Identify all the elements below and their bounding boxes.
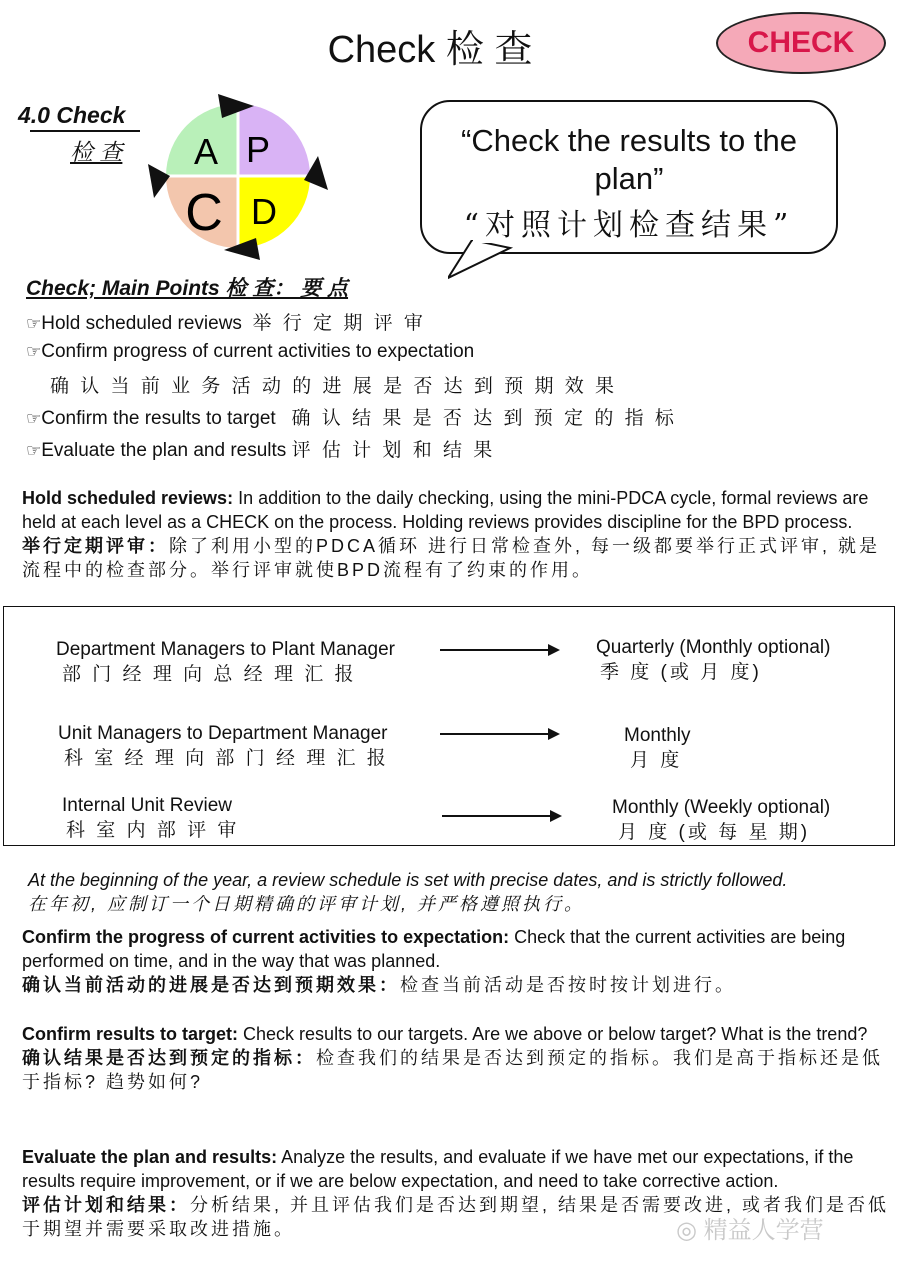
wechat-icon: ◎ <box>676 1217 697 1244</box>
pdca-letter-c: C <box>185 184 223 242</box>
section-title-underline <box>30 130 140 132</box>
pdca-letter-a: A <box>193 131 219 172</box>
section-title: 4.0 Check <box>18 102 126 128</box>
main-points-title: Check; Main Points 检 查： 要 点 <box>26 277 349 300</box>
bubble-quote-en: “Check the results to the plan” <box>461 123 797 196</box>
check-badge: CHECK <box>716 12 886 74</box>
page-title: Check 检 查 <box>327 29 533 71</box>
review-schedule-table <box>3 606 895 846</box>
schedule-note: At the beginning of the year, a review schedule is set with precise dates, and is strictly followed. 在年初, 应制订一个日期精确的评审计划, 并严格遵照执行。 <box>28 870 788 914</box>
pointing-hand-icon: ☞ <box>26 409 42 428</box>
pdca-cycle-diagram <box>146 92 328 262</box>
table-row-left: Internal Unit Review 科 室 内 部 评 审 <box>62 795 240 841</box>
bubble-quote-cn: “对照计划检查结果” <box>463 208 795 243</box>
pdca-letter-d: D <box>251 191 277 232</box>
speech-bubble-tail <box>448 240 528 282</box>
pdca-letter-p: P <box>245 129 271 170</box>
watermark: ◎ 精益人学营 <box>676 1217 824 1244</box>
section-title-cn: 检 查 <box>70 139 123 165</box>
table-row-left: Unit Managers to Department Manager 科 室 经 理 向 部 门 经 理 汇 报 <box>58 723 389 769</box>
results-paragraph: Confirm results to target: Check results to our targets. Are we above or below target? What is the trend? 确认结果是否达到预定的指标：检查我们的结果是否达到预定的指标。我们是高于指标还是低于指标? 趋势如何? <box>22 1024 883 1092</box>
speech-bubble <box>420 100 838 254</box>
progress-paragraph: Confirm the progress of current activities to expectation: Check that the current activities are being performed on time, and in the way that was planned. 确认当前活动的进展是否达到预期效果：检查当前活动是否按时按计划进行。 <box>22 927 846 995</box>
main-point-item: ☞Hold scheduled reviews 举 行 定 期 评 审 <box>26 313 426 334</box>
table-row-right: Monthly 月 度 <box>624 725 691 771</box>
pointing-hand-icon: ☞ <box>26 314 42 333</box>
arrow-right-icon <box>442 815 560 817</box>
main-point-item: ☞Confirm progress of current activities to expectation <box>26 341 475 362</box>
table-row-left: Department Managers to Plant Manager 部 门 经 理 向 总 经 理 汇 报 <box>56 639 396 685</box>
arrow-right-icon <box>440 649 558 651</box>
pointing-hand-icon: ☞ <box>26 342 42 361</box>
main-point-item-cn: 确 认 当 前 业 务 活 动 的 进 展 是 否 达 到 预 期 效 果 <box>50 376 618 397</box>
pointing-hand-icon: ☞ <box>26 441 42 460</box>
evaluate-paragraph: Evaluate the plan and results: Analyze the results, and evaluate if we have met our expectations, if the results require improvement, or if we are below expectation, and need to take corrective action. 评估计划和结果：分析结果, 并且评估我们是否达到期望, 结果是否需要改进, 或者我们是否低于期望并需要采取改进措施。 <box>22 1147 890 1239</box>
table-row-right: Quarterly (Monthly optional) 季 度 (或 月 度) <box>596 637 831 683</box>
main-point-item: ☞Confirm the results to target 确 认 结 果 是 否 达 到 预 定 的 指 标 <box>26 408 677 429</box>
main-point-item: ☞Evaluate the plan and results 评 估 计 划 和 结 果 <box>26 440 496 461</box>
table-row-right: Monthly (Weekly optional) 月 度 (或 每 星 期) <box>612 797 831 843</box>
reviews-paragraph: Hold scheduled reviews: In addition to the daily checking, using the mini-PDCA cycle, formal reviews are held at each level as a CHECK on the process. Holding reviews provides discipline for the BPD process. 举行定期评审：除了利用小型的PDCA循环 进行日常检查外, 每一级都要举行正式评审, 就是流程中的检查部分。举行评审就使BPD流程有了约束的作用。 <box>22 488 881 580</box>
arrow-right-icon <box>440 733 558 735</box>
